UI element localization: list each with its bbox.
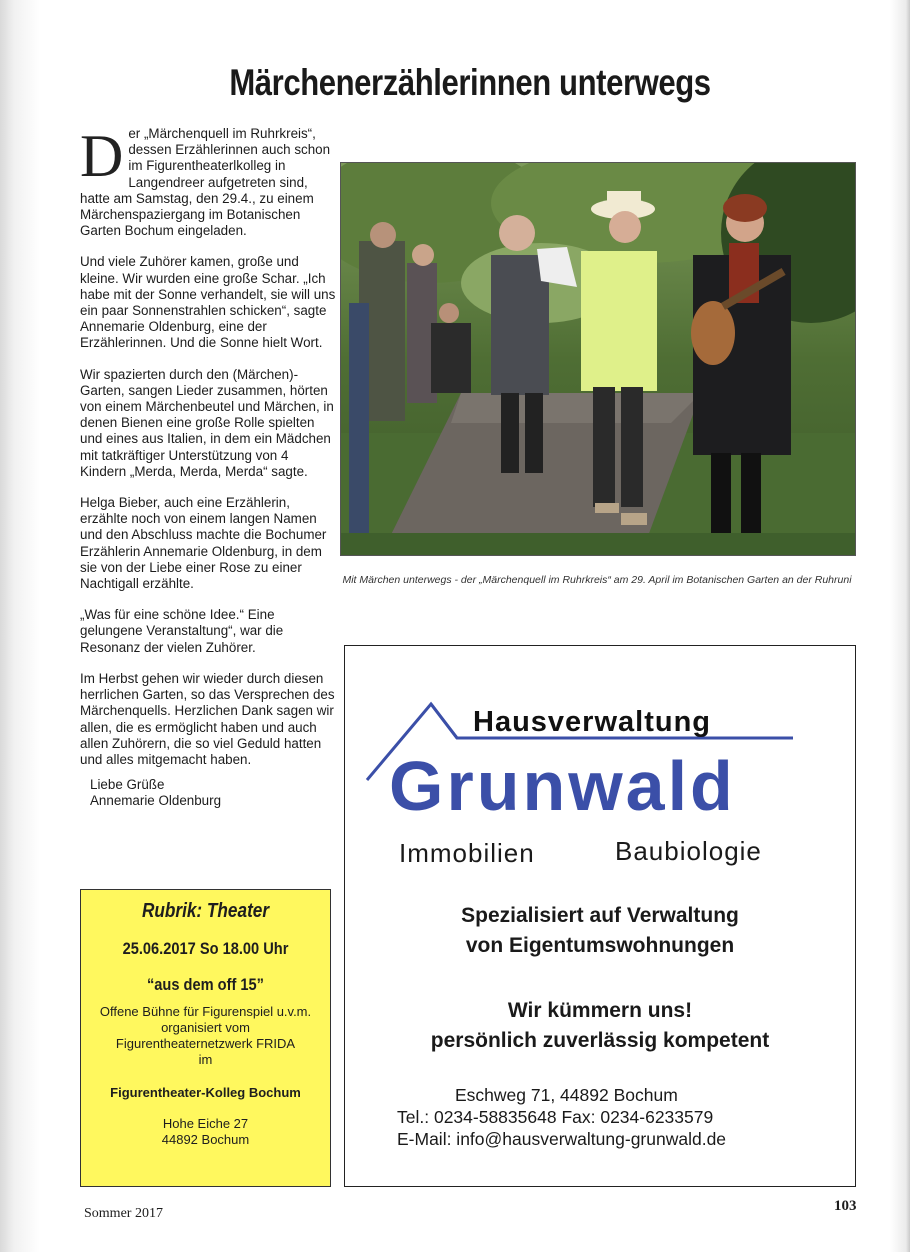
street-address: Eschweg 71, 44892 Bochum — [455, 1085, 678, 1105]
specialization — [345, 901, 855, 961]
company-line: Hausverwaltung — [473, 706, 711, 738]
article-paragraph-6: Im Herbst gehen wir wieder durch diesen herrlichen Garten, so das Versprechen des Märchenquells. Herzlichen Dank sagen wir allen, die es ermöglicht haben und auch allen Zuhörern, die so viel Geduld hatten und alles mitgemacht haben. — [80, 670, 335, 767]
description-line: Offene Bühne für Figurenspiel u.v.m. — [99, 1004, 312, 1019]
phone-fax: Tel.: 0234-58835648 Fax: 0234-6233579 — [397, 1107, 714, 1127]
theater-event-box — [80, 889, 331, 1187]
slogan — [345, 996, 855, 1056]
signature — [90, 777, 338, 809]
description-line: Figurentheaternetzwerk FRIDA — [115, 1036, 296, 1051]
article-paragraph-5: „Was für eine schöne Idee.“ Eine gelungene Veranstaltung“, war die Resonanz der vielen Zuhörer. — [80, 607, 284, 655]
service-immobilien: Immobilien — [399, 838, 535, 868]
article-paragraph-2: Und viele Zuhörer kamen, große und kleine. Wir wurden eine große Schar. „Ich habe mit der Sonne verhandelt, sie will uns ein paar Sonnenstrahlen schicken“, sagte Annemarie Oldenburg, eine der Erzählerinnen. Und die Sonne hielt Wort. — [80, 254, 336, 351]
article-paragraph-4: Helga Bieber, auch eine Erzählerin, erzählte noch von einem langen Namen und den Abschluss machte die Bochumer Erzählerin Annemarie Oldenburg, in dem sie von der Liebe einer Rose zu einer Nachtigall erzählte. — [80, 495, 327, 592]
service-baubiologie: Baubiologie — [615, 836, 762, 866]
specialization-line: Spezialisiert auf Verwaltung — [461, 904, 739, 927]
address-line: 44892 Bochum — [161, 1132, 250, 1147]
photo-illustration — [341, 163, 855, 555]
address-line: Hohe Eiche 27 — [162, 1116, 249, 1131]
email-address: E-Mail: info@hausverwaltung-grunwald.de — [397, 1129, 727, 1149]
event-description — [81, 1004, 330, 1068]
photo-caption: Mit Märchen unterwegs - der „Märchenquell im Ruhrkreis“ am 29. April im Botanischen Garten an der Ruhruni — [342, 574, 852, 586]
author-name: Annemarie Oldenburg — [90, 793, 222, 809]
specialization-line: von Eigentumswohnungen — [465, 934, 735, 957]
advertisement — [344, 645, 856, 1187]
slogan-line: Wir kümmern uns! — [507, 999, 693, 1022]
page-number: 103 — [834, 1198, 857, 1214]
issue-label: Sommer 2017 — [84, 1206, 163, 1221]
company-name: Grunwald — [389, 747, 736, 825]
event-title: “aus dem off 15” — [146, 975, 264, 994]
description-line: im — [198, 1052, 213, 1067]
article-paragraph-1: Der „Märchenquell im Ruhrkreis“, dessen Erzählerinnen auch schon im Figurentheaterlkolleg in Langendreer aufgetreten sind, hatte am Samstag, den 29.4., zu einem Märchenspaziergang im Botanischen Garten Bochum eingeladen. — [80, 123, 331, 239]
slogan-line: persönlich zuverlässig kompetent — [430, 1029, 770, 1052]
event-address — [81, 1116, 330, 1148]
theater-box-title: Rubrik: Theater — [141, 900, 270, 922]
page-title: Märchenerzählerinnen unterwegs — [229, 62, 711, 103]
article-column — [80, 123, 338, 809]
greeting: Liebe Grüße — [90, 777, 165, 793]
contact-info — [397, 1084, 726, 1150]
description-line: organisiert vom — [161, 1020, 250, 1035]
event-photo — [340, 162, 856, 556]
drop-cap: D — [80, 123, 124, 189]
article-paragraph-3: Wir spazierten durch den (Märchen)-Garten, sangen Lieder zusammen, hörten von einem Märchenbeutel und Märchen, in denen Bienen eine große Rolle spielten und eines aus Italien, in dem ein Mädchen mit tatkräftiger Unterstützung von 4 Kindern „Merda, Merda, Merda“ sagte. — [80, 366, 334, 479]
event-date: 25.06.2017 So 18.00 Uhr — [122, 939, 289, 958]
event-venue: Figurentheater-Kolleg Bochum — [110, 1085, 301, 1100]
